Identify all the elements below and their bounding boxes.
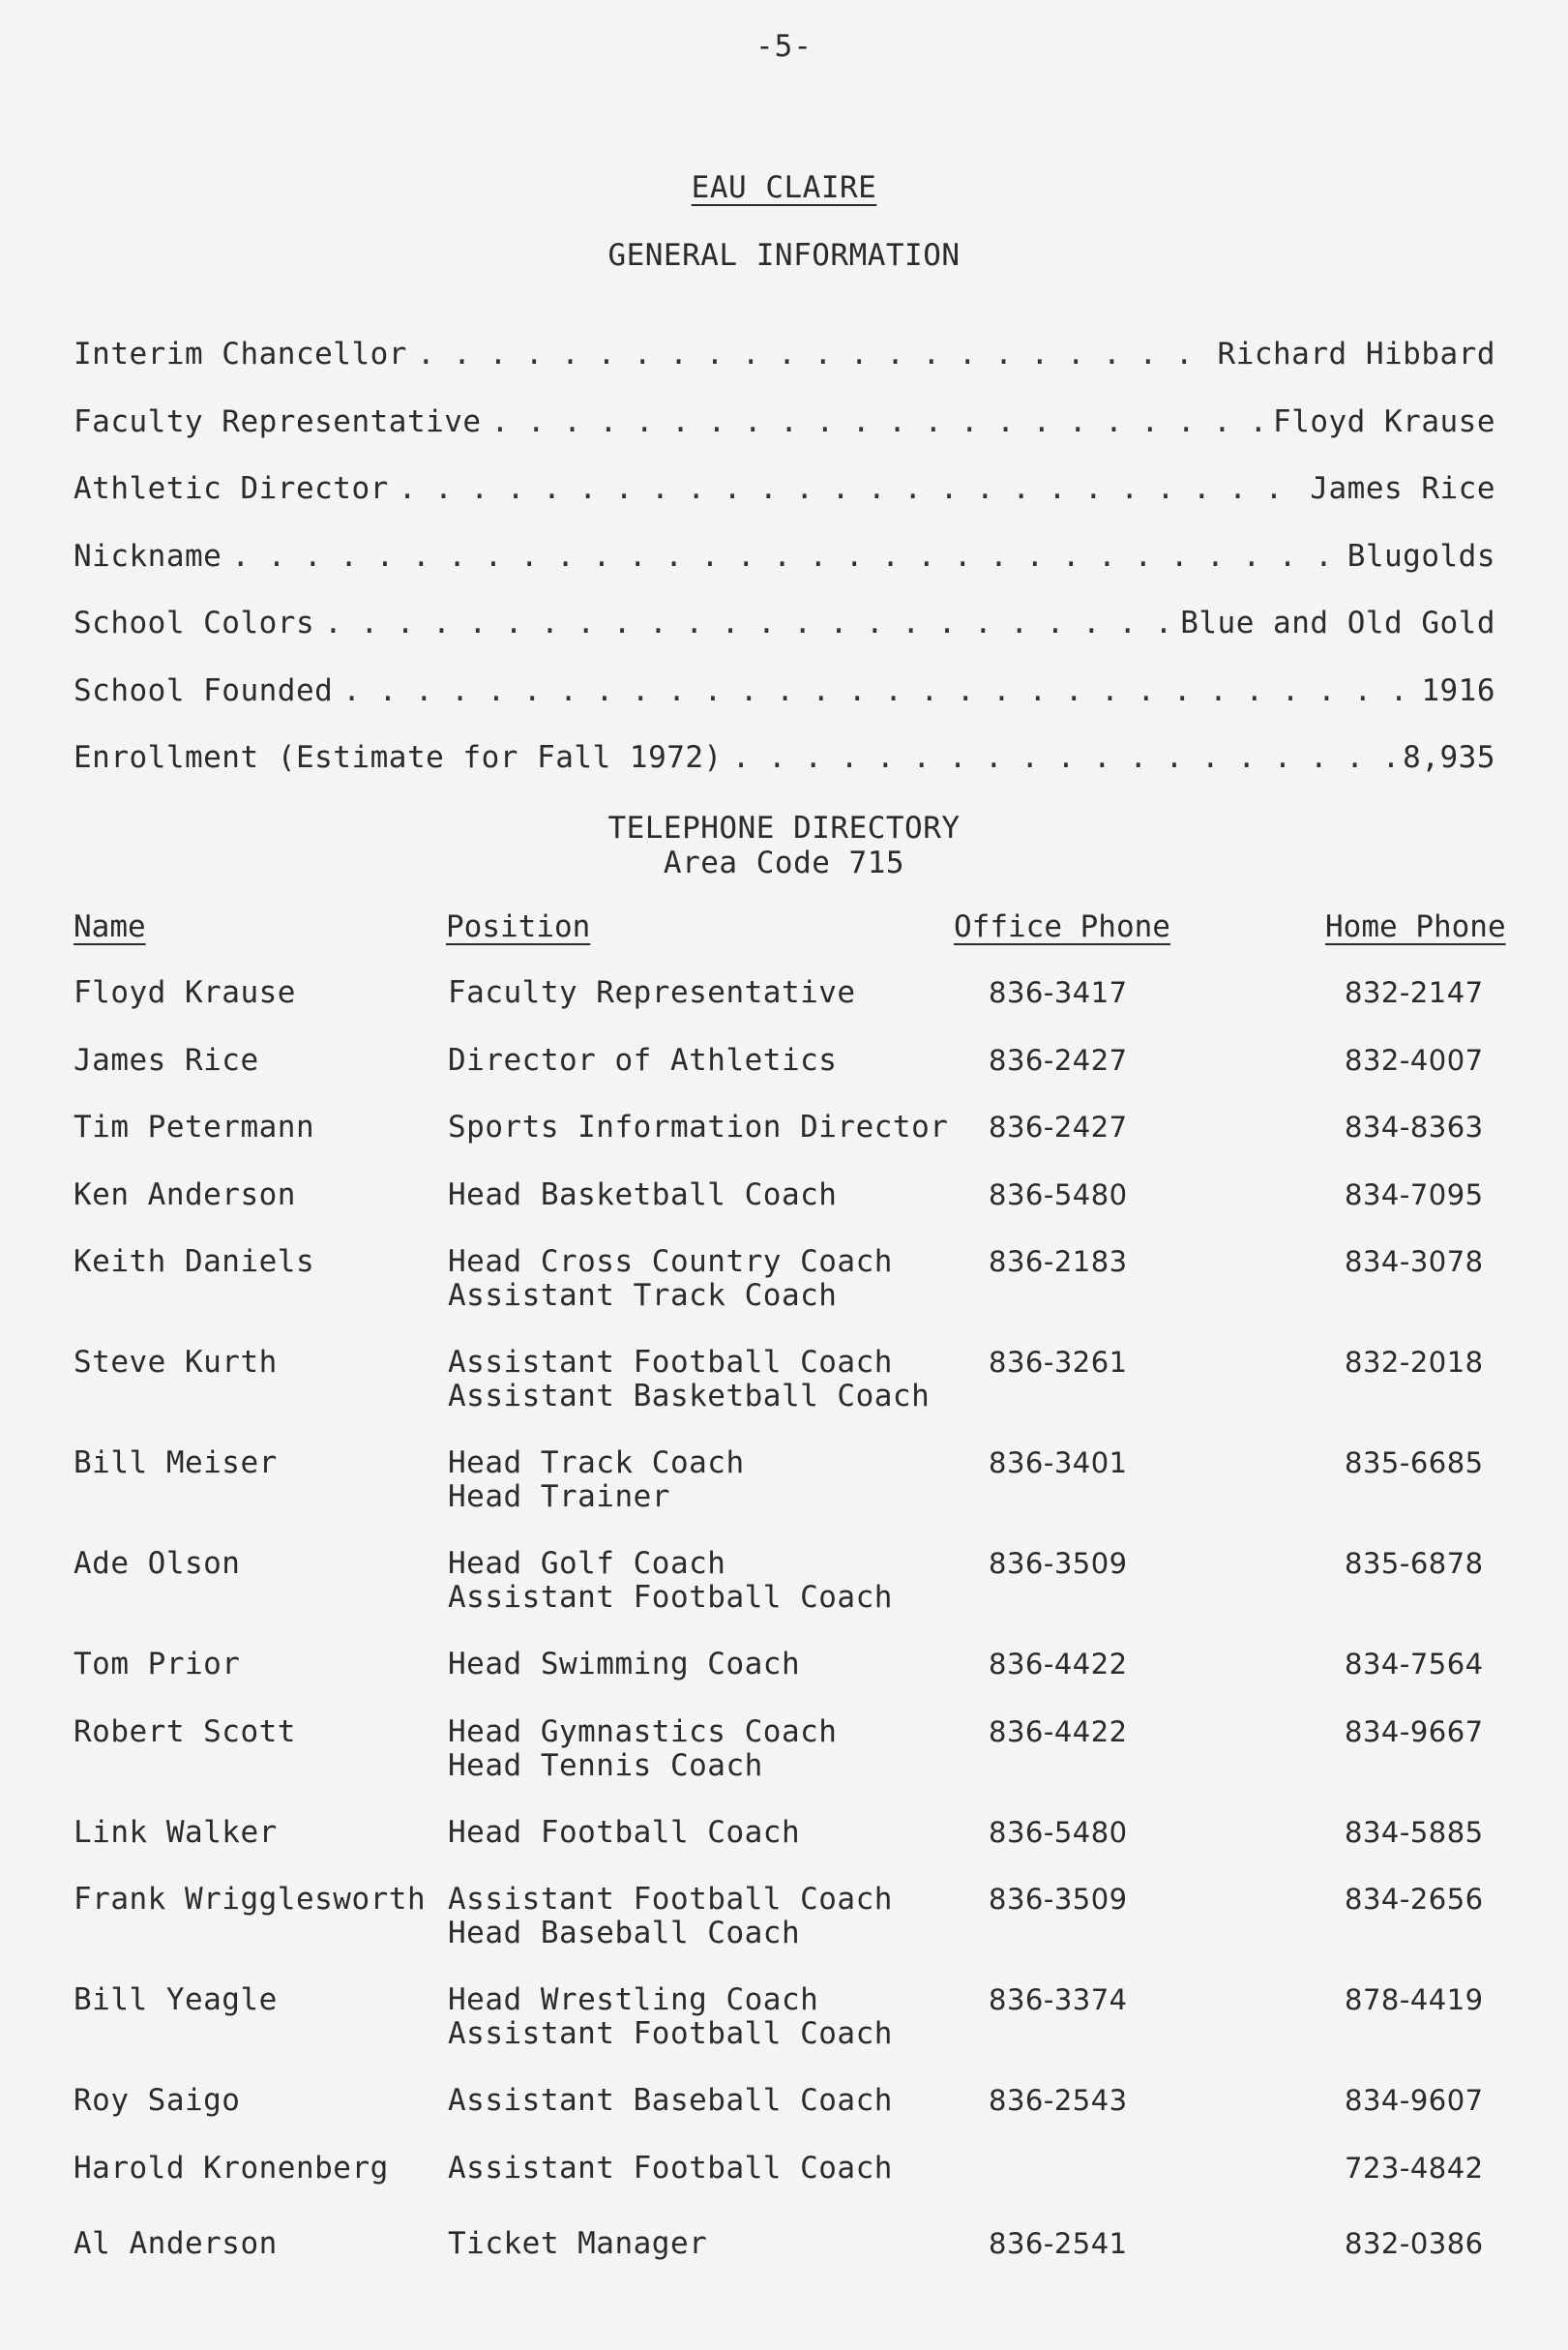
directory-header [0,909,1568,948]
cell-office-phone: 836-3509 [989,1883,1128,1916]
info-label: Nickname [74,538,222,574]
cell-home-phone: 878-4419 [1345,1983,1484,2016]
school-title: EAU CLAIRE [691,170,877,205]
section-title: GENERAL INFORMATION [607,238,961,273]
cell-name: Link Walker [74,1814,278,1850]
info-label: Enrollment (Estimate for Fall 1972) [74,740,723,775]
cell-name: Bill Yeagle [74,1982,278,2017]
position-line: Head Golf Coach [448,1546,726,1581]
table-row [0,1245,1568,1346]
info-value: 8,935 [1403,740,1495,775]
table-row [0,2084,1568,2152]
info-value: Richard Hibbard [1217,337,1495,372]
cell-position [448,1044,837,1078]
position-line: Assistant Football Coach [448,2016,893,2051]
position-line: Head Wrestling Coach [448,1982,819,2017]
cell-home-phone: 723-4842 [1345,2151,1484,2185]
cell-office-phone: 836-3374 [989,1983,1128,2016]
directory-subtitle: Area Code 715 [663,846,905,880]
header-name: Name [74,909,146,944]
cell-name: James Rice [74,1042,259,1078]
cell-home-phone: 832-2147 [1345,976,1484,1009]
info-label: Athletic Director [74,471,389,506]
position-line: Head Gymnastics Coach [448,1713,838,1749]
header-office-phone: Office Phone [954,909,1170,944]
header-position: Position [446,909,591,944]
cell-office-phone: 836-3417 [989,976,1128,1009]
dot-leader [491,404,1263,439]
info-value: Blugolds [1346,538,1495,574]
info-value: Floyd Krause [1273,403,1495,439]
cell-home-phone: 832-0386 [1345,2226,1484,2260]
cell-name: Ken Anderson [74,1176,296,1212]
cell-position [448,1816,800,1850]
cell-home-phone: 834-3078 [1345,1245,1484,1278]
info-label: School Colors [74,606,315,640]
cell-office-phone: 836-2427 [989,1043,1128,1077]
cell-office-phone: 836-2183 [989,1245,1128,1278]
table-row [0,1547,1568,1648]
cell-name: Frank Wrigglesworth [74,1882,427,1917]
cell-position [448,2227,707,2261]
table-row [0,976,1568,1044]
table-row [0,1044,1568,1112]
info-value: 1916 [1421,672,1495,708]
cell-name: Floyd Krause [74,975,296,1010]
table-row [0,1715,1568,1816]
table-row [0,1816,1568,1884]
table-row [0,1111,1568,1178]
cell-office-phone: 836-2541 [989,2226,1128,2260]
cell-name: Robert Scott [74,1713,296,1749]
cell-office-phone: 836-3509 [989,1547,1128,1580]
cell-position [448,1446,745,1514]
header-home-phone: Home Phone [1325,909,1506,944]
dot-leader [324,606,1170,640]
info-row [74,539,1495,607]
cell-office-phone: 836-4422 [989,1648,1128,1681]
cell-home-phone: 834-7564 [1345,1648,1484,1681]
dot-leader [399,471,1301,506]
cell-name: Tom Prior [74,1647,241,1681]
dot-leader [732,740,1393,775]
general-info-list [74,337,1495,808]
cell-home-phone: 834-9667 [1345,1714,1484,1748]
cell-position [448,1111,948,1145]
info-row [74,404,1495,472]
info-value: Blue and Old Gold [1180,606,1495,640]
cell-position [448,1648,800,1681]
position-line: Assistant Football Coach [448,2150,893,2186]
position-line: Head Swimming Coach [448,1647,801,1681]
cell-position [448,1715,837,1783]
cell-office-phone: 836-2543 [989,2084,1128,2117]
cell-office-phone: 836-4422 [989,1714,1128,1748]
position-line: Faculty Representative [448,975,856,1010]
cell-home-phone: 834-2656 [1345,1883,1484,1916]
page-number: -5- [755,29,813,64]
table-row [0,1346,1568,1446]
position-line: Ticket Manager [448,2225,708,2261]
position-line: Assistant Basketball Coach [448,1379,931,1413]
cell-position [448,2152,893,2186]
table-row [0,1648,1568,1715]
cell-name: Ade Olson [74,1546,241,1581]
cell-home-phone: 834-9607 [1345,2084,1484,2117]
position-line: Head Tennis Coach [448,1747,763,1783]
table-row [0,2227,1568,2295]
info-row [74,337,1495,404]
cell-name: Harold Kronenberg [74,2150,389,2186]
cell-office-phone: 836-5480 [989,1177,1128,1211]
cell-position [448,1346,930,1413]
cell-position [448,1245,893,1313]
position-line: Head Trainer [448,1479,670,1514]
table-row [0,2152,1568,2227]
position-line: Assistant Football Coach [448,1345,893,1380]
position-line: Head Football Coach [448,1814,801,1850]
cell-position [448,1983,893,2051]
cell-office-phone: 836-3261 [989,1346,1128,1379]
position-line: Head Basketball Coach [448,1176,838,1212]
cell-home-phone: 832-4007 [1345,1043,1484,1077]
cell-name: Roy Saigo [74,2083,241,2118]
cell-home-phone: 834-7095 [1345,1177,1484,1211]
table-row [0,1178,1568,1246]
cell-name: Al Anderson [74,2225,278,2261]
cell-position [448,1547,893,1615]
cell-home-phone: 834-8363 [1345,1111,1484,1144]
cell-home-phone: 834-5885 [1345,1815,1484,1849]
cell-office-phone: 836-3401 [989,1446,1128,1479]
table-row [0,1446,1568,1547]
cell-name: Keith Daniels [74,1244,315,1279]
position-line: Head Track Coach [448,1445,745,1480]
cell-home-phone: 832-2018 [1345,1346,1484,1379]
position-line: Head Baseball Coach [448,1916,801,1950]
school-title-wrap [0,170,1568,205]
position-line: Head Cross Country Coach [448,1244,893,1279]
cell-home-phone: 835-6878 [1345,1547,1484,1580]
cell-position [448,1178,837,1212]
cell-position [448,1883,893,1950]
position-line: Sports Information Director [448,1110,949,1145]
dot-leader [231,539,1337,574]
position-line: Assistant Track Coach [448,1278,838,1313]
dot-leader [417,337,1208,372]
cell-name: Tim Petermann [74,1110,315,1145]
info-label: School Founded [74,672,334,708]
cell-home-phone: 835-6685 [1345,1446,1484,1479]
info-row [74,673,1495,741]
position-line: Assistant Baseball Coach [448,2083,893,2118]
table-row [0,1983,1568,2084]
info-row [74,606,1495,673]
table-row [0,1883,1568,1983]
info-row [74,471,1495,539]
position-line: Assistant Football Coach [448,1882,893,1917]
position-line: Director of Athletics [448,1042,838,1078]
cell-name: Bill Meiser [74,1445,278,1480]
info-row [74,740,1495,808]
directory-title: TELEPHONE DIRECTORY [607,811,961,846]
cell-office-phone: 836-5480 [989,1815,1128,1849]
cell-position [448,976,856,1010]
dot-leader [342,673,1411,708]
position-line: Assistant Football Coach [448,1580,893,1615]
cell-position [448,2084,893,2118]
info-value: James Rice [1310,471,1495,506]
cell-name: Steve Kurth [74,1345,278,1380]
info-label: Faculty Representative [74,403,482,439]
cell-office-phone: 836-2427 [989,1111,1128,1144]
directory-rows [0,976,1568,2294]
info-label: Interim Chancellor [74,337,407,372]
